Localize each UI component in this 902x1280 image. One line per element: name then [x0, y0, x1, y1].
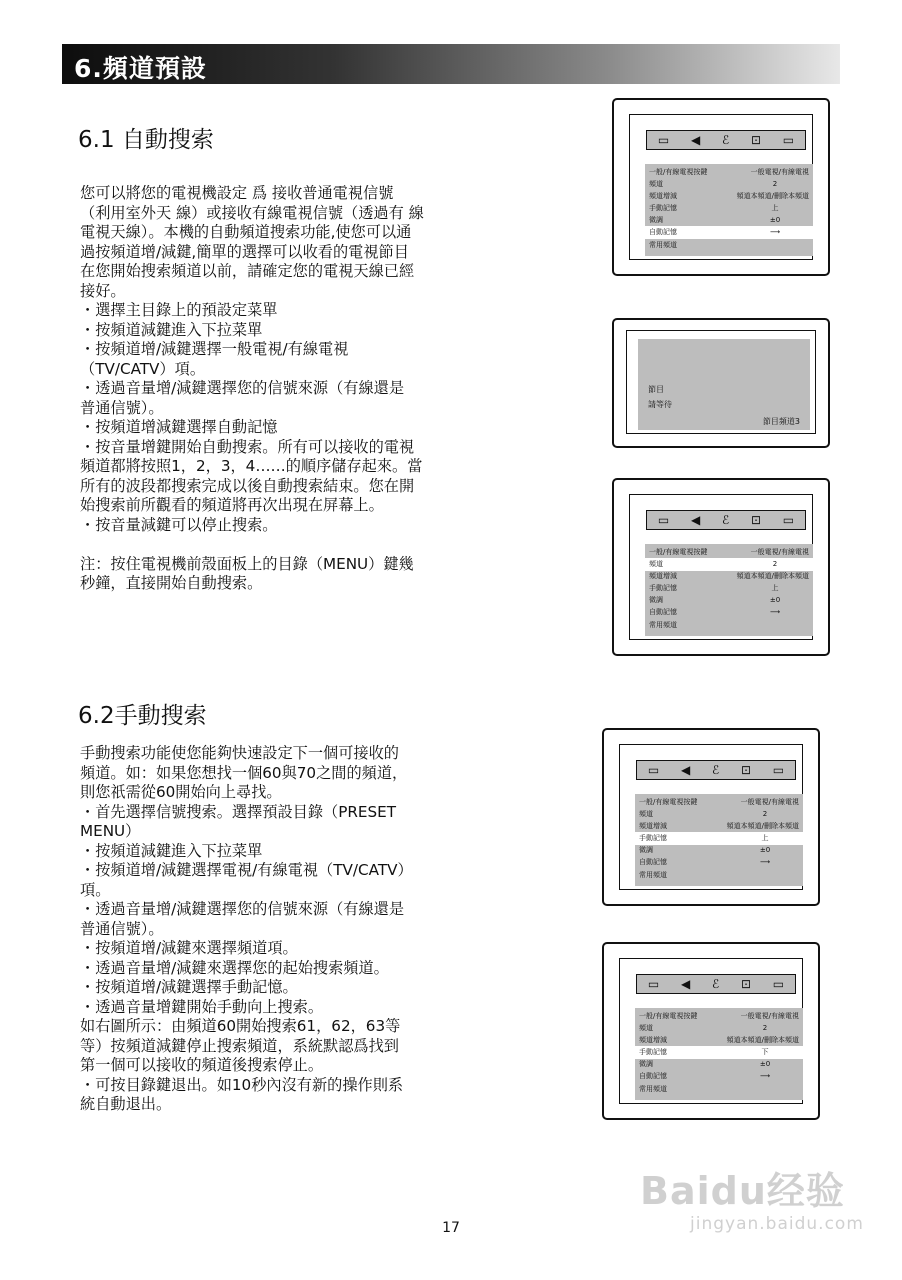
osd-menu-value: 一般電視/有線電視	[750, 548, 809, 556]
osd-menu-row	[635, 869, 803, 882]
paragraph-line: 您可以將您的電視機設定 爲 接收普通電視信號	[80, 184, 394, 202]
paragraph-line: ・按頻道減鍵進入下拉菜單	[80, 320, 263, 339]
osd-menu-label: 自動記憶	[639, 858, 667, 866]
tv-osd-auto-1	[612, 98, 830, 276]
osd-menu	[645, 544, 813, 636]
function-icon: ▭	[782, 133, 795, 147]
watermark-url: jingyan.baidu.com	[690, 1214, 864, 1234]
paragraph-line: （利用室外天 線）或接收有線電視信號（透過有 線	[80, 203, 424, 222]
osd-menu-row	[635, 1083, 803, 1096]
paragraph-line: （TV/CATV）項。	[80, 359, 206, 378]
tv-screen	[619, 744, 803, 890]
tv-screen	[629, 494, 813, 640]
paragraph-line	[80, 535, 480, 555]
paragraph-line: 普通信號）。	[80, 398, 164, 417]
paragraph-line: 在您開始搜索頻道以前，請確定您的電視天線已經	[80, 262, 415, 280]
osd-menu-label: 頻道增減	[639, 1036, 667, 1044]
osd-menu-label: 常用頻道	[639, 1085, 667, 1093]
clock-icon: ⊡	[750, 513, 762, 527]
tv-osd-searching	[612, 318, 830, 448]
paragraph-line: ・可按目錄鍵退出。如10秒內沒有新的操作則系	[80, 1075, 404, 1094]
antenna-icon: ℰ	[711, 977, 720, 991]
section-6-2-body	[80, 744, 480, 1115]
tv-screen	[619, 958, 803, 1104]
osd-menu-value: 上	[771, 204, 779, 212]
osd-menu-row	[635, 1070, 803, 1083]
osd-menu-label: 常用頻道	[649, 621, 677, 629]
paragraph-line: ・選擇主目錄上的預設定菜單	[80, 301, 278, 319]
please-wait-label: 請等待	[648, 400, 672, 409]
osd-menu-label: 常用頻道	[639, 871, 667, 879]
watermark	[640, 1160, 864, 1234]
antenna-icon: ℰ	[721, 513, 730, 527]
paragraph-line: ・按頻道增/減鍵選擇一般電視/有線電視	[80, 340, 349, 358]
osd-menu-value: 2	[762, 1024, 768, 1032]
watermark-logo: Baidu经验	[640, 1169, 845, 1213]
osd-menu-label: 頻道	[639, 810, 653, 818]
osd-icon-bar	[646, 130, 806, 150]
osd-menu-value: 上	[761, 834, 769, 842]
osd-menu-label: 一般/有線電視按鍵	[649, 168, 708, 176]
osd-icon-bar	[636, 760, 796, 780]
paragraph-line: 第一個可以接收的頻道後搜索停止。	[80, 1056, 323, 1074]
paragraph-line: 項。	[80, 880, 111, 899]
osd-menu-row	[645, 606, 813, 619]
osd-menu-value: ⟶	[769, 228, 781, 236]
osd-menu-label: 微調	[649, 216, 663, 224]
osd-menu-value: 2	[762, 810, 768, 818]
osd-menu-label: 頻道增減	[649, 192, 677, 200]
osd-menu-label: 頻道	[649, 560, 663, 568]
osd-menu-label: 手動記憶	[649, 584, 677, 592]
osd-menu-label: 常用頻道	[649, 241, 677, 249]
clock-icon: ⊡	[740, 763, 752, 777]
paragraph-line: 注：按住電視機前殼面板上的目錄（MENU）鍵幾	[80, 554, 414, 573]
osd-menu-value: 一般電視/有線電視	[750, 168, 809, 176]
paragraph-line: ・按頻道減鍵進入下拉菜單	[80, 841, 263, 860]
function-icon: ▭	[772, 977, 785, 991]
clock-icon: ⊡	[750, 133, 762, 147]
paragraph-line: 如右圖所示：由頻道60開始搜索61，62，63等	[80, 1017, 401, 1035]
osd-menu-label: 自動記憶	[649, 608, 677, 616]
paragraph-line: ・透過音量增/減鍵來選擇您的起始搜索頻道。	[80, 958, 389, 977]
osd-menu-value: 一般電視/有線電視	[740, 798, 799, 806]
tv-screen	[629, 114, 813, 260]
osd-menu-label: 頻道	[639, 1024, 653, 1032]
osd-menu-value: ±0	[769, 216, 781, 224]
osd-menu-row	[645, 239, 813, 252]
speaker-icon: ◀	[690, 513, 701, 527]
paragraph-line: 手動搜索功能使您能夠快速設定下一個可接收的	[80, 744, 399, 762]
osd-menu-row	[645, 226, 813, 239]
osd-menu-value: ⟶	[759, 1072, 771, 1080]
paragraph-line: 等）按頻道減鍵停止搜索頻道，系統默認爲找到	[80, 1036, 399, 1055]
paragraph-line: ・透過音量增/減鍵選擇您的信號來源（有線還是	[80, 900, 405, 918]
osd-menu-value: ±0	[769, 596, 781, 604]
searching-label: 節目	[648, 385, 664, 394]
clock-icon: ⊡	[740, 977, 752, 991]
section-header	[62, 44, 840, 84]
paragraph-line: 電視天線）。本機的自動頻道搜索功能,使您可以通	[80, 223, 412, 241]
osd-menu-label: 微調	[649, 596, 663, 604]
section-header-title: 6.頻道預設	[74, 54, 207, 83]
tv-screen	[626, 330, 816, 434]
osd-menu-value: 頻道本頻道/刪除本頻道	[726, 1036, 799, 1044]
paragraph-line: 頻道。如：如果您想找一個60與70之間的頻道，	[80, 763, 408, 782]
osd-menu-label: 微調	[639, 1060, 653, 1068]
osd-icon-bar	[646, 510, 806, 530]
paragraph-line: ・按頻道增減鍵選擇自動記憶	[80, 418, 278, 436]
osd-menu-value: 頻道本頻道/刪除本頻道	[726, 822, 799, 830]
paragraph-line: 頻道都將按照1，2，3，4……的順序儲存起來。當	[80, 457, 423, 475]
section-6-2-title: 6.2手動搜索	[78, 703, 207, 729]
function-icon: ▭	[782, 513, 795, 527]
paragraph-line: ・透過音量增/減鍵選擇您的信號來源（有線還是	[80, 379, 405, 397]
osd-menu-label: 一般/有線電視按鍵	[639, 1012, 698, 1020]
searching-screen	[638, 339, 810, 430]
osd-menu-value: 頻道本頻道/刪除本頻道	[736, 572, 809, 580]
osd-menu-label: 手動記憶	[639, 834, 667, 842]
osd-menu-label: 一般/有線電視按鍵	[639, 798, 698, 806]
paragraph-line: 則您祇需從60開始向上尋找。	[80, 783, 282, 801]
paragraph-line: 統自動退出。	[80, 1095, 172, 1113]
osd-menu-value: ±0	[759, 1060, 771, 1068]
paragraph-line: MENU）	[80, 822, 141, 840]
paragraph-line: ・透過音量增鍵開始手動向上搜索。	[80, 997, 323, 1016]
osd-menu-value: 上	[771, 584, 779, 592]
paragraph-line: 接好。	[80, 281, 126, 300]
osd-menu-label: 手動記憶	[649, 204, 677, 212]
antenna-icon: ℰ	[711, 763, 720, 777]
osd-menu-value: ⟶	[769, 608, 781, 616]
function-icon: ▭	[772, 763, 785, 777]
section-6-1-body	[80, 184, 480, 594]
paragraph-line: 普通信號）。	[80, 919, 164, 938]
tv-icon: ▭	[657, 513, 670, 527]
osd-menu-label: 自動記憶	[639, 1072, 667, 1080]
program-channel-label: 節目頻道3	[762, 417, 800, 426]
paragraph-line: ・按頻道增/減鍵來選擇頻道項。	[80, 939, 298, 957]
paragraph-line: 始搜索前所觀看的頻道將再次出現在屏幕上。	[80, 496, 384, 514]
speaker-icon: ◀	[680, 763, 691, 777]
paragraph-line: 秒鐘，直接開始自動搜索。	[80, 574, 263, 592]
osd-menu-label: 頻道增減	[639, 822, 667, 830]
osd-menu-value: 2	[772, 560, 778, 568]
osd-menu-label: 一般/有線電視按鍵	[649, 548, 708, 556]
tv-icon: ▭	[647, 977, 660, 991]
osd-menu-value: ⟶	[759, 858, 771, 866]
osd-menu-label: 自動記憶	[649, 228, 677, 236]
osd-menu-label: 微調	[639, 846, 653, 854]
section-6-1-title: 6.1 自動搜索	[78, 127, 214, 153]
tv-icon: ▭	[657, 133, 670, 147]
osd-menu-label: 頻道增減	[649, 572, 677, 580]
tv-icon: ▭	[647, 763, 660, 777]
osd-icon-bar	[636, 974, 796, 994]
antenna-icon: ℰ	[721, 133, 730, 147]
paragraph-line: ・按頻道增/減鍵選擇手動記憶。	[80, 978, 298, 996]
osd-menu-label: 頻道	[649, 180, 663, 188]
osd-menu-value: ±0	[759, 846, 771, 854]
osd-menu	[635, 1008, 803, 1100]
osd-menu-value: 下	[761, 1048, 769, 1056]
osd-menu	[645, 164, 813, 256]
paragraph-line: ・按音量減鍵可以停止搜索。	[80, 515, 278, 534]
paragraph-line: ・按音量增鍵開始自動搜索。所有可以接收的電視	[80, 437, 415, 456]
tv-osd-auto-2	[612, 478, 830, 656]
osd-menu-row	[645, 619, 813, 632]
tv-osd-manual-2	[602, 942, 820, 1120]
paragraph-line: ・按頻道增/減鍵選擇電視/有線電視（TV/CATV）	[80, 861, 413, 879]
osd-menu-value: 一般電視/有線電視	[740, 1012, 799, 1020]
speaker-icon: ◀	[690, 133, 701, 147]
paragraph-line: 所有的波段都搜索完成以後自動搜索結束。您在開	[80, 476, 415, 495]
tv-osd-manual-1	[602, 728, 820, 906]
osd-menu	[635, 794, 803, 886]
osd-menu-row	[635, 856, 803, 869]
speaker-icon: ◀	[680, 977, 691, 991]
paragraph-line: 過按頻道增/減鍵,簡單的選擇可以收看的電視節目	[80, 242, 409, 261]
paragraph-line: ・首先選擇信號搜索。選擇預設目錄（PRESET	[80, 802, 397, 821]
osd-menu-label: 手動記憶	[639, 1048, 667, 1056]
page-number: 17	[442, 1220, 460, 1236]
osd-menu-value: 2	[772, 180, 778, 188]
osd-menu-value: 頻道本頻道/刪除本頻道	[736, 192, 809, 200]
